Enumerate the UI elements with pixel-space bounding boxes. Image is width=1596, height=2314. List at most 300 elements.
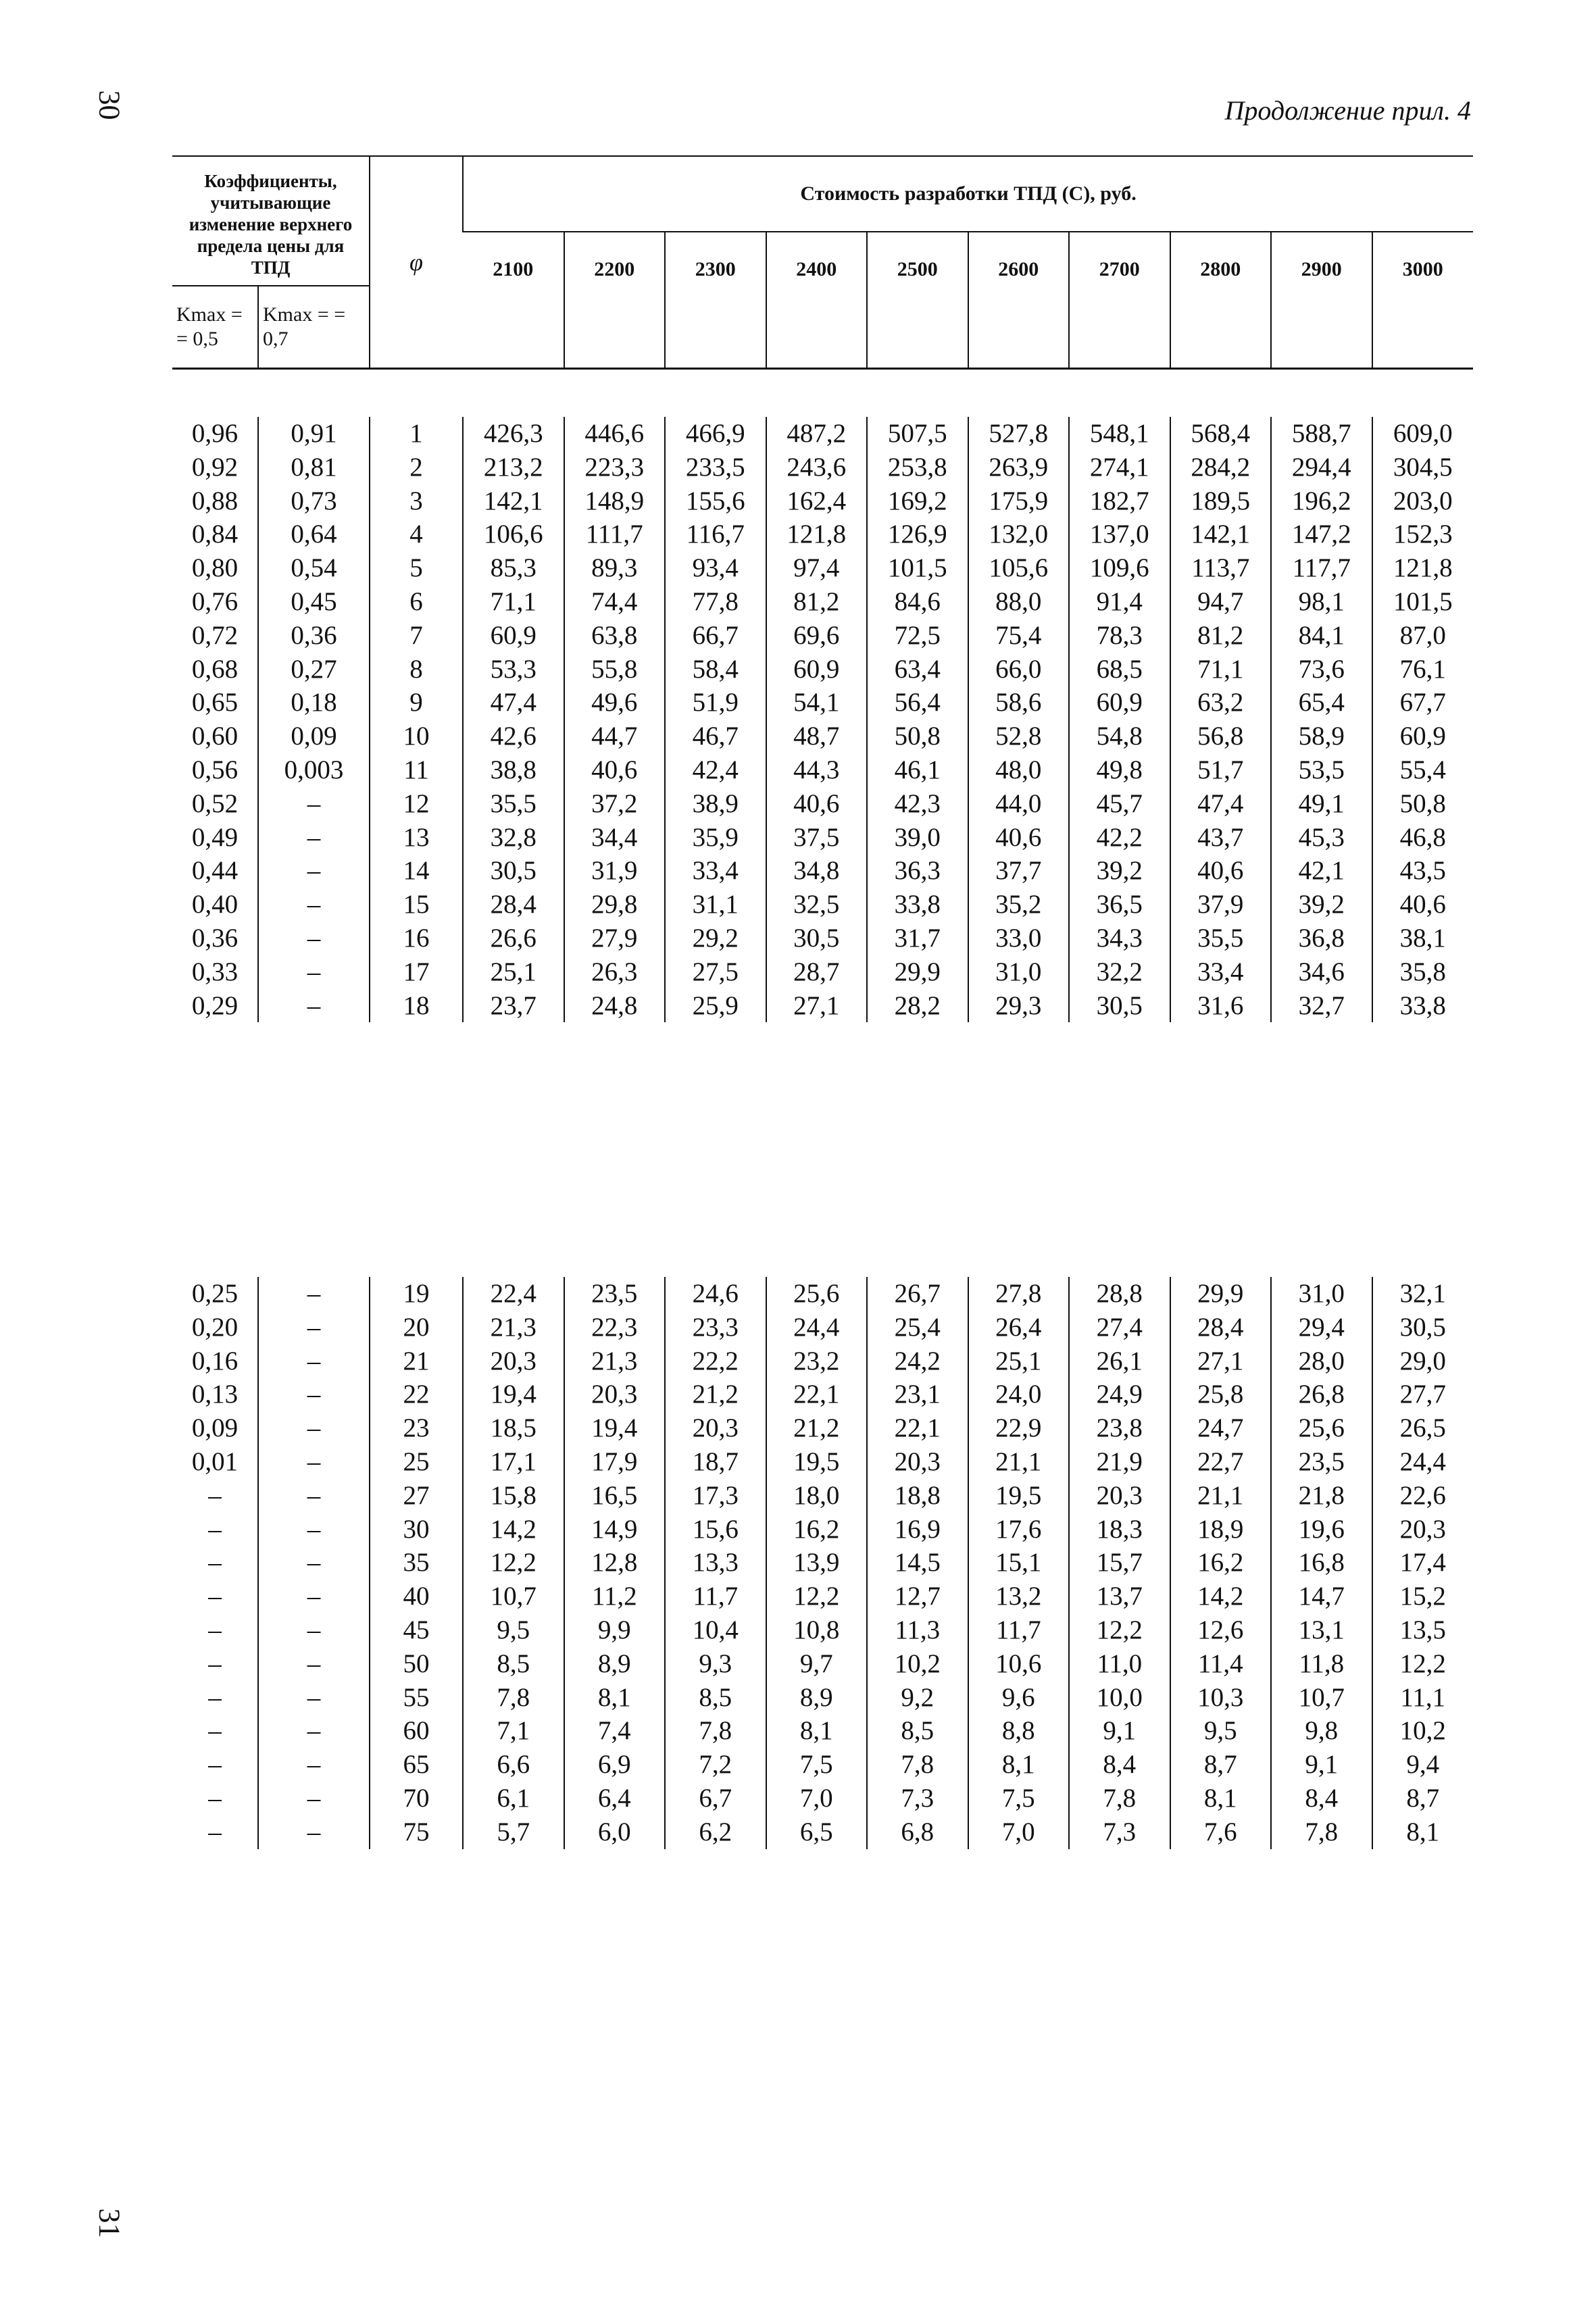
cost-value-cell: 66,0 xyxy=(968,653,1070,686)
cost-value-cell: 12,6 xyxy=(1170,1613,1272,1647)
cost-value-cell: 71,1 xyxy=(1170,653,1272,686)
cost-value-cell: 84,1 xyxy=(1271,619,1372,653)
cost-value-cell: 253,8 xyxy=(867,451,968,484)
cost-value-cell: 81,2 xyxy=(766,585,868,619)
cost-value-cell: 31,1 xyxy=(665,888,766,922)
cost-value-cell: 40,6 xyxy=(968,821,1070,855)
cost-value-cell: 53,5 xyxy=(1271,753,1372,787)
cost-value-cell: 18,5 xyxy=(463,1411,564,1445)
cost-value-cell: 25,9 xyxy=(665,989,766,1023)
phi-cell: 3 xyxy=(370,484,463,518)
phi-cell: 8 xyxy=(370,653,463,686)
cost-value-cell: 33,4 xyxy=(665,854,766,888)
cost-value-cell: 27,5 xyxy=(665,955,766,989)
phi-cell: 35 xyxy=(370,1546,463,1580)
phi-cell: 55 xyxy=(370,1681,463,1715)
cost-value-cell: 27,1 xyxy=(1170,1344,1272,1378)
cost-value-cell: 23,7 xyxy=(463,989,564,1023)
cost-value-cell: 132,0 xyxy=(968,518,1070,551)
kmax-05-cell: 0,49 xyxy=(191,822,239,852)
cost-value-cell: 426,3 xyxy=(463,417,564,451)
cost-value-cell: 47,4 xyxy=(1170,787,1272,821)
cost-value-cell: 23,8 xyxy=(1069,1411,1170,1445)
cost-value-cell: 9,2 xyxy=(867,1681,968,1715)
cost-value-cell: 7,8 xyxy=(1271,1815,1372,1849)
kmax-05-cell: – xyxy=(208,1649,222,1678)
kmax-07-cell: – xyxy=(258,1748,370,1782)
cost-value-cell: 15,1 xyxy=(968,1546,1070,1580)
cost-value-cell: 21,9 xyxy=(1069,1445,1170,1479)
cost-value-cell: 304,5 xyxy=(1372,451,1474,484)
table-row xyxy=(172,1748,1473,1782)
cost-value-cell: 5,7 xyxy=(463,1815,564,1849)
cost-value-cell: 13,1 xyxy=(1271,1613,1372,1647)
cost-value-cell: 39,2 xyxy=(1271,888,1372,922)
cost-value-cell: 9,9 xyxy=(564,1613,666,1647)
table-row xyxy=(172,1445,1473,1479)
cost-value-cell: 24,4 xyxy=(766,1311,868,1344)
kmax-05-cell: 0,33 xyxy=(191,957,239,986)
cost-value-cell: 29,4 xyxy=(1271,1311,1372,1344)
cost-value-cell: 36,5 xyxy=(1069,888,1170,922)
cost-value-cell: 109,6 xyxy=(1069,551,1170,585)
cost-value-cell: 60,9 xyxy=(1372,720,1474,753)
cost-value-cell: 106,6 xyxy=(463,518,564,551)
cost-value-cell: 60,9 xyxy=(1069,686,1170,720)
kmax-07-cell: – xyxy=(258,1411,370,1445)
cost-value-cell: 26,3 xyxy=(564,955,666,989)
table-row xyxy=(172,1277,1473,1311)
cost-value-cell: 11,8 xyxy=(1271,1647,1372,1681)
cost-value-cell: 11,1 xyxy=(1372,1681,1474,1715)
phi-cell: 18 xyxy=(370,989,463,1023)
cost-value-cell: 10,2 xyxy=(1372,1714,1474,1748)
cost-value-cell: 29,9 xyxy=(867,955,968,989)
kmax-05-cell: 0,88 xyxy=(191,486,239,515)
cost-value-cell: 25,1 xyxy=(968,1344,1070,1378)
table-row xyxy=(172,518,1473,551)
cost-value-cell: 63,2 xyxy=(1170,686,1272,720)
table-row xyxy=(172,1479,1473,1513)
cost-value-cell: 31,9 xyxy=(564,854,666,888)
phi-cell: 12 xyxy=(370,787,463,821)
kmax-07-cell: 0,003 xyxy=(258,753,370,787)
kmax-07-cell: – xyxy=(258,787,370,821)
kmax-07-cell: 0,45 xyxy=(258,585,370,619)
cost-value-cell: 87,0 xyxy=(1372,619,1474,653)
kmax-07-cell: – xyxy=(258,1277,370,1311)
cost-value-cell: 63,8 xyxy=(564,619,666,653)
cost-value-cell: 36,3 xyxy=(867,854,968,888)
cost-value-cell: 46,7 xyxy=(665,720,766,753)
coefficient-header: Коэффициенты, учитывающие изменение верхнего предела цены для ТПД xyxy=(172,156,370,286)
kmax-05-cell: 0,68 xyxy=(191,654,239,684)
cost-value-cell: 28,7 xyxy=(766,955,868,989)
cost-value-cell: 25,8 xyxy=(1170,1378,1272,1411)
cost-column-header: 2200 xyxy=(564,232,666,369)
cost-value-cell: 34,3 xyxy=(1069,922,1170,955)
cost-value-cell: 26,6 xyxy=(463,922,564,955)
cost-value-cell: 39,2 xyxy=(1069,854,1170,888)
cost-value-cell: 44,0 xyxy=(968,787,1070,821)
cost-value-cell: 56,4 xyxy=(867,686,968,720)
phi-cell: 2 xyxy=(370,451,463,484)
cost-value-cell: 37,5 xyxy=(766,821,868,855)
cost-value-cell: 22,4 xyxy=(463,1277,564,1311)
cost-value-cell: 20,3 xyxy=(867,1445,968,1479)
cost-value-cell: 588,7 xyxy=(1271,417,1372,451)
cost-value-cell: 8,1 xyxy=(1170,1782,1272,1815)
cost-value-cell: 35,2 xyxy=(968,888,1070,922)
cost-value-cell: 6,4 xyxy=(564,1782,666,1815)
cost-value-cell: 11,3 xyxy=(867,1613,968,1647)
table-row xyxy=(172,451,1473,484)
cost-value-cell: 25,4 xyxy=(867,1311,968,1344)
cost-value-cell: 42,6 xyxy=(463,720,564,753)
cost-value-cell: 7,4 xyxy=(564,1714,666,1748)
cost-value-cell: 47,4 xyxy=(463,686,564,720)
cost-value-cell: 8,1 xyxy=(968,1748,1070,1782)
cost-value-cell: 21,1 xyxy=(1170,1479,1272,1513)
kmax-07-cell: 0,81 xyxy=(258,451,370,484)
kmax-07-cell: 0,27 xyxy=(258,653,370,686)
cost-value-cell: 11,2 xyxy=(564,1580,666,1613)
kmax-05-cell: 0,09 xyxy=(191,1413,239,1443)
cost-value-cell: 12,2 xyxy=(1069,1613,1170,1647)
cost-value-cell: 487,2 xyxy=(766,417,868,451)
cost-value-cell: 21,3 xyxy=(564,1344,666,1378)
cost-value-cell: 30,5 xyxy=(463,854,564,888)
table-row xyxy=(172,653,1473,686)
cost-value-cell: 446,6 xyxy=(564,417,666,451)
cost-value-cell: 19,4 xyxy=(463,1378,564,1411)
cost-value-cell: 10,0 xyxy=(1069,1681,1170,1715)
phi-cell: 27 xyxy=(370,1479,463,1513)
cost-value-cell: 27,7 xyxy=(1372,1378,1474,1411)
cost-value-cell: 101,5 xyxy=(867,551,968,585)
cost-value-cell: 58,9 xyxy=(1271,720,1372,753)
kmax-07-cell: – xyxy=(258,955,370,989)
table-row xyxy=(172,1580,1473,1613)
cost-value-cell: 85,3 xyxy=(463,551,564,585)
cost-value-cell: 126,9 xyxy=(867,518,968,551)
kmax-07-cell: – xyxy=(258,1479,370,1513)
cost-value-cell: 15,6 xyxy=(665,1513,766,1546)
cost-value-cell: 17,3 xyxy=(665,1479,766,1513)
cost-value-cell: 33,8 xyxy=(1372,989,1474,1023)
cost-value-cell: 25,6 xyxy=(766,1277,868,1311)
cost-value-cell: 33,0 xyxy=(968,922,1070,955)
cost-value-cell: 137,0 xyxy=(1069,518,1170,551)
cost-value-cell: 10,6 xyxy=(968,1647,1070,1681)
phi-cell: 9 xyxy=(370,686,463,720)
cost-value-cell: 22,1 xyxy=(867,1411,968,1445)
cost-value-cell: 29,9 xyxy=(1170,1277,1272,1311)
phi-cell: 14 xyxy=(370,854,463,888)
cost-column-header: 2400 xyxy=(766,232,868,369)
cost-value-cell: 40,6 xyxy=(766,787,868,821)
cost-value-cell: 203,0 xyxy=(1372,484,1474,518)
cost-value-cell: 19,6 xyxy=(1271,1513,1372,1546)
cost-value-cell: 6,6 xyxy=(463,1748,564,1782)
table-row xyxy=(172,585,1473,619)
cost-value-cell: 13,3 xyxy=(665,1546,766,1580)
cost-value-cell: 9,6 xyxy=(968,1681,1070,1715)
cost-value-cell: 93,4 xyxy=(665,551,766,585)
cost-value-cell: 29,2 xyxy=(665,922,766,955)
kmax-05-cell: 0,16 xyxy=(191,1346,239,1376)
cost-value-cell: 7,0 xyxy=(766,1782,868,1815)
phi-cell: 30 xyxy=(370,1513,463,1546)
cost-value-cell: 7,8 xyxy=(867,1748,968,1782)
phi-cell: 7 xyxy=(370,619,463,653)
cost-value-cell: 548,1 xyxy=(1069,417,1170,451)
kmax-05-cell: – xyxy=(208,1817,222,1846)
cost-value-cell: 284,2 xyxy=(1170,451,1272,484)
cost-value-cell: 142,1 xyxy=(1170,518,1272,551)
cost-value-cell: 49,1 xyxy=(1271,787,1372,821)
kmax-07-cell: – xyxy=(258,1513,370,1546)
table-row xyxy=(172,619,1473,653)
cost-value-cell: 24,2 xyxy=(867,1344,968,1378)
continuation-title: Продолжение прил. 4 xyxy=(1224,95,1471,126)
cost-value-cell: 16,2 xyxy=(1170,1546,1272,1580)
cost-value-cell: 243,6 xyxy=(766,451,868,484)
phi-cell: 40 xyxy=(370,1580,463,1613)
cost-value-cell: 18,7 xyxy=(665,1445,766,1479)
cost-value-cell: 8,7 xyxy=(1372,1782,1474,1815)
cost-value-cell: 28,0 xyxy=(1271,1344,1372,1378)
cost-value-cell: 6,1 xyxy=(463,1782,564,1815)
cost-value-cell: 68,5 xyxy=(1069,653,1170,686)
cost-value-cell: 39,0 xyxy=(867,821,968,855)
table-row xyxy=(172,720,1473,753)
cost-value-cell: 13,5 xyxy=(1372,1613,1474,1647)
cost-value-cell: 25,6 xyxy=(1271,1411,1372,1445)
cost-value-cell: 9,3 xyxy=(665,1647,766,1681)
cost-value-cell: 28,2 xyxy=(867,989,968,1023)
cost-value-cell: 36,8 xyxy=(1271,922,1372,955)
cost-value-cell: 121,8 xyxy=(1372,551,1474,585)
cost-value-cell: 17,6 xyxy=(968,1513,1070,1546)
table-row xyxy=(172,854,1473,888)
cost-value-cell: 54,1 xyxy=(766,686,868,720)
cost-value-cell: 30,5 xyxy=(1069,989,1170,1023)
phi-cell: 5 xyxy=(370,551,463,585)
cost-value-cell: 16,9 xyxy=(867,1513,968,1546)
table-row xyxy=(172,1546,1473,1580)
cost-header: Стоимость разработки ТПД (C), руб. xyxy=(463,156,1473,232)
cost-value-cell: 6,5 xyxy=(766,1815,868,1849)
cost-value-cell: 274,1 xyxy=(1069,451,1170,484)
kmax-05-cell: 0,56 xyxy=(191,755,239,784)
kmax-07-cell: 0,18 xyxy=(258,686,370,720)
cost-value-cell: 45,3 xyxy=(1271,821,1372,855)
cost-value-cell: 7,3 xyxy=(867,1782,968,1815)
kmax-07-cell: – xyxy=(258,1344,370,1378)
cost-value-cell: 43,5 xyxy=(1372,854,1474,888)
cost-value-cell: 105,6 xyxy=(968,551,1070,585)
cost-value-cell: 24,0 xyxy=(968,1378,1070,1411)
cost-value-cell: 19,5 xyxy=(766,1445,868,1479)
cost-value-cell: 46,8 xyxy=(1372,821,1474,855)
cost-value-cell: 9,5 xyxy=(463,1613,564,1647)
cost-value-cell: 65,4 xyxy=(1271,686,1372,720)
cost-value-cell: 51,7 xyxy=(1170,753,1272,787)
cost-value-cell: 22,9 xyxy=(968,1411,1070,1445)
cost-value-cell: 23,5 xyxy=(564,1277,666,1311)
phi-cell: 60 xyxy=(370,1714,463,1748)
phi-cell: 19 xyxy=(370,1277,463,1311)
table-row xyxy=(172,821,1473,855)
cost-value-cell: 9,4 xyxy=(1372,1748,1474,1782)
cost-value-cell: 24,4 xyxy=(1372,1445,1474,1479)
kmax-05-cell: – xyxy=(208,1615,222,1644)
cost-value-cell: 155,6 xyxy=(665,484,766,518)
cost-value-cell: 8,7 xyxy=(1170,1748,1272,1782)
cost-value-cell: 7,8 xyxy=(1069,1782,1170,1815)
cost-value-cell: 11,0 xyxy=(1069,1647,1170,1681)
cost-value-cell: 32,7 xyxy=(1271,989,1372,1023)
cost-value-cell: 42,1 xyxy=(1271,854,1372,888)
cost-value-cell: 35,5 xyxy=(1170,922,1272,955)
table-row xyxy=(172,989,1473,1023)
cost-value-cell: 6,9 xyxy=(564,1748,666,1782)
cost-value-cell: 33,8 xyxy=(867,888,968,922)
phi-cell: 1 xyxy=(370,417,463,451)
cost-value-cell: 55,4 xyxy=(1372,753,1474,787)
cost-value-cell: 50,8 xyxy=(867,720,968,753)
kmax-05-cell: 0,96 xyxy=(191,419,239,448)
table-row xyxy=(172,1378,1473,1411)
cost-value-cell: 72,5 xyxy=(867,619,968,653)
cost-value-cell: 38,8 xyxy=(463,753,564,787)
cost-value-cell: 58,4 xyxy=(665,653,766,686)
table-row xyxy=(172,484,1473,518)
cost-value-cell: 22,7 xyxy=(1170,1445,1272,1479)
cost-value-cell: 88,0 xyxy=(968,585,1070,619)
cost-value-cell: 101,5 xyxy=(1372,585,1474,619)
kmax-07-cell: – xyxy=(258,1681,370,1715)
cost-value-cell: 40,6 xyxy=(1170,854,1272,888)
phi-cell: 75 xyxy=(370,1815,463,1849)
cost-value-cell: 18,9 xyxy=(1170,1513,1272,1546)
cost-value-cell: 28,8 xyxy=(1069,1277,1170,1311)
cost-value-cell: 24,6 xyxy=(665,1277,766,1311)
cost-value-cell: 7,5 xyxy=(766,1748,868,1782)
phi-header: φ xyxy=(370,156,463,369)
kmax-05-cell: – xyxy=(208,1548,222,1578)
cost-value-cell: 66,7 xyxy=(665,619,766,653)
kmax-05-cell: 0,84 xyxy=(191,520,239,549)
table-row xyxy=(172,1613,1473,1647)
cost-value-cell: 8,1 xyxy=(564,1681,666,1715)
cost-value-cell: 20,3 xyxy=(564,1378,666,1411)
kmax-05-cell: 0,40 xyxy=(191,890,239,920)
cost-value-cell: 6,2 xyxy=(665,1815,766,1849)
cost-value-cell: 25,1 xyxy=(463,955,564,989)
cost-value-cell: 24,9 xyxy=(1069,1378,1170,1411)
cost-value-cell: 11,7 xyxy=(665,1580,766,1613)
cost-value-cell: 609,0 xyxy=(1372,417,1474,451)
cost-value-cell: 16,2 xyxy=(766,1513,868,1546)
cost-value-cell: 67,7 xyxy=(1372,686,1474,720)
cost-value-cell: 6,0 xyxy=(564,1815,666,1849)
kmax-07-cell: 0,91 xyxy=(258,417,370,451)
cost-value-cell: 17,1 xyxy=(463,1445,564,1479)
table-body-part-2 xyxy=(172,1277,1473,1849)
cost-value-cell: 26,1 xyxy=(1069,1344,1170,1378)
cost-value-cell: 37,9 xyxy=(1170,888,1272,922)
cost-value-cell: 49,6 xyxy=(564,686,666,720)
cost-value-cell: 33,4 xyxy=(1170,955,1272,989)
cost-value-cell: 89,3 xyxy=(564,551,666,585)
cost-value-cell: 31,0 xyxy=(968,955,1070,989)
cost-value-cell: 52,8 xyxy=(968,720,1070,753)
cost-value-cell: 56,8 xyxy=(1170,720,1272,753)
kmax-05-cell: 0,13 xyxy=(191,1380,239,1409)
cost-value-cell: 24,8 xyxy=(564,989,666,1023)
kmax-05-cell: 0,60 xyxy=(191,722,239,751)
cost-value-cell: 63,4 xyxy=(867,653,968,686)
kmax-07-cell: 0,54 xyxy=(258,551,370,585)
kmax-05-cell: 0,76 xyxy=(191,586,239,616)
cost-value-cell: 43,7 xyxy=(1170,821,1272,855)
kmax-05-cell: 0,36 xyxy=(191,923,239,953)
cost-value-cell: 15,7 xyxy=(1069,1546,1170,1580)
cost-value-cell: 28,4 xyxy=(1170,1311,1272,1344)
kmax-05-header: Kmax = = 0,5 xyxy=(172,286,258,369)
kmax-07-cell: – xyxy=(258,1647,370,1681)
kmax-07-cell: – xyxy=(258,1445,370,1479)
cost-value-cell: 17,4 xyxy=(1372,1546,1474,1580)
kmax-07-cell: 0,09 xyxy=(258,720,370,753)
cost-value-cell: 69,6 xyxy=(766,619,868,653)
cost-value-cell: 223,3 xyxy=(564,451,666,484)
table-body-part-1 xyxy=(172,417,1473,1022)
cost-value-cell: 46,1 xyxy=(867,753,968,787)
page-number-top: 30 xyxy=(93,90,126,120)
cost-value-cell: 22,3 xyxy=(564,1311,666,1344)
cost-column-header: 2800 xyxy=(1170,232,1272,369)
cost-column-header: 2700 xyxy=(1069,232,1170,369)
cost-value-cell: 42,2 xyxy=(1069,821,1170,855)
kmax-07-cell: 0,64 xyxy=(258,518,370,551)
cost-value-cell: 98,1 xyxy=(1271,585,1372,619)
kmax-07-cell: – xyxy=(258,1782,370,1815)
cost-value-cell: 15,8 xyxy=(463,1479,564,1513)
cost-value-cell: 12,2 xyxy=(463,1546,564,1580)
kmax-05-cell: 0,52 xyxy=(191,788,239,818)
phi-cell: 22 xyxy=(370,1378,463,1411)
cost-value-cell: 162,4 xyxy=(766,484,868,518)
cost-value-cell: 53,3 xyxy=(463,653,564,686)
cost-value-cell: 10,7 xyxy=(463,1580,564,1613)
kmax-05-cell: – xyxy=(208,1582,222,1611)
cost-value-cell: 48,0 xyxy=(968,753,1070,787)
cost-value-cell: 20,3 xyxy=(665,1411,766,1445)
cost-value-cell: 12,2 xyxy=(766,1580,868,1613)
cost-value-cell: 37,2 xyxy=(564,787,666,821)
cost-value-cell: 22,1 xyxy=(766,1378,868,1411)
phi-cell: 25 xyxy=(370,1445,463,1479)
table-row xyxy=(172,753,1473,787)
cost-value-cell: 27,9 xyxy=(564,922,666,955)
cost-value-cell: 23,5 xyxy=(1271,1445,1372,1479)
cost-value-cell: 8,4 xyxy=(1271,1782,1372,1815)
cost-value-cell: 175,9 xyxy=(968,484,1070,518)
kmax-05-cell: 0,29 xyxy=(191,990,239,1020)
